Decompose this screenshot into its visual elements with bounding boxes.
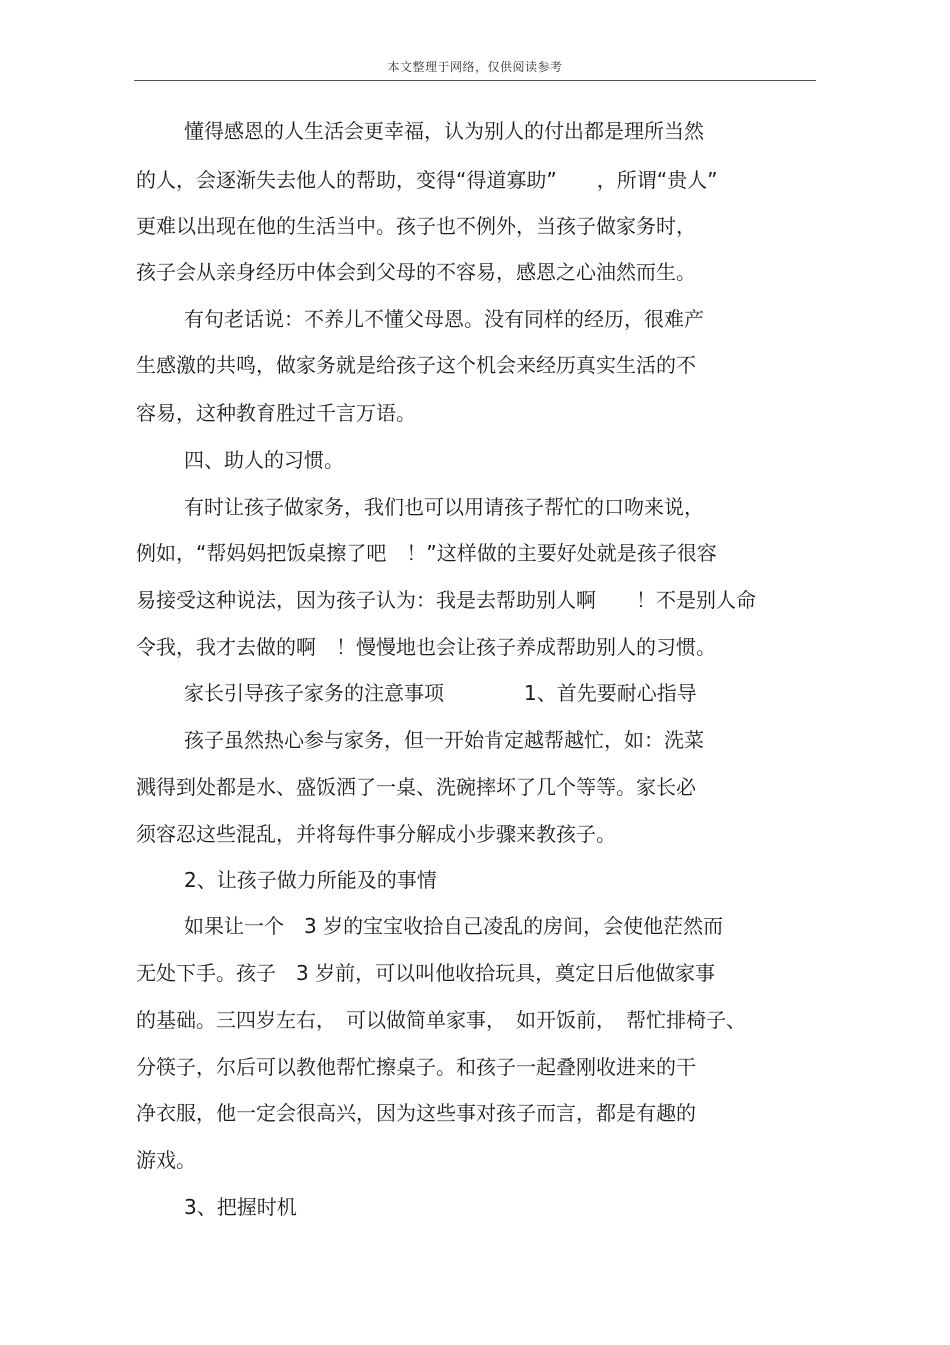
paragraph-line: 容易，这种教育胜过千言万语。	[136, 401, 416, 425]
paragraph-line: 孩子会从亲身经历中体会到父母的不容易，感恩之心油然而生。	[136, 260, 696, 284]
paragraph-line: 懂得感恩的人生活会更幸福，认为别人的付出都是理所当然	[184, 119, 704, 143]
paragraph-line: 须容忍这些混乱，并将每件事分解成小步骤来教孩子。	[136, 822, 616, 846]
paragraph-line: 无处下手。孩子 3 岁前，可以叫他收拾玩具，奠定日后他做家事	[136, 961, 716, 985]
paragraph-line: 的人，会逐渐失去他人的帮助，变得“得道寡助” ，所谓“贵人”	[136, 168, 718, 192]
paragraph-line: 孩子虽然热心参与家务，但一开始肯定越帮越忙，如：洗菜	[184, 728, 704, 752]
paragraph-line: 溅得到处都是水、盛饭洒了一桌、洗碗摔坏了几个等等。家长必	[136, 775, 696, 799]
section-heading: 2、让孩子做力所能及的事情	[184, 868, 437, 892]
paragraph-line: 易接受这种说法，因为孩子认为：我是去帮助别人啊 ！不是别人命	[136, 588, 756, 612]
paragraph-line: 有时让孩子做家务，我们也可以用请孩子帮忙的口吻来说，	[184, 495, 704, 519]
paragraph-line: 例如，“帮妈妈把饭桌擦了吧 ！”这样做的主要好处就是孩子很容	[136, 541, 717, 565]
paragraph-line: 更难以出现在他的生活当中。孩子也不例外，当孩子做家务时，	[136, 214, 696, 238]
paragraph-line: 净衣服，他一定会很高兴，因为这些事对孩子而言，都是有趣的	[136, 1101, 696, 1125]
paragraph-line: 生感激的共鸣，做家务就是给孩子这个机会来经历真实生活的不	[136, 353, 696, 377]
paragraph-line: 有句老话说：不养儿不懂父母恩。没有同样的经历，很难产	[184, 307, 704, 331]
page-header-note: 本文整理于网络，仅供阅读参考	[387, 60, 563, 74]
paragraph-line: 分筷子，尔后可以教他帮忙擦桌子。和孩子一起叠刚收进来的干	[136, 1055, 696, 1079]
section-heading: 四、助人的习惯。	[184, 448, 344, 472]
paragraph-line: 令我，我才去做的啊 ！慢慢地也会让孩子养成帮助别人的习惯。	[136, 635, 716, 659]
paragraph-line: 如果让一个 3 岁的宝宝收拾自己凌乱的房间，会使他茫然而	[184, 914, 724, 938]
paragraph-line: 游戏。	[136, 1148, 196, 1172]
section-heading: 家长引导孩子家务的注意事项 1、首先要耐心指导	[184, 681, 697, 705]
paragraph-line: 的基础。三四岁左右， 可以做简单家事， 如开饭前， 帮忙排椅子、	[136, 1008, 746, 1032]
section-heading: 3、把握时机	[184, 1195, 297, 1219]
